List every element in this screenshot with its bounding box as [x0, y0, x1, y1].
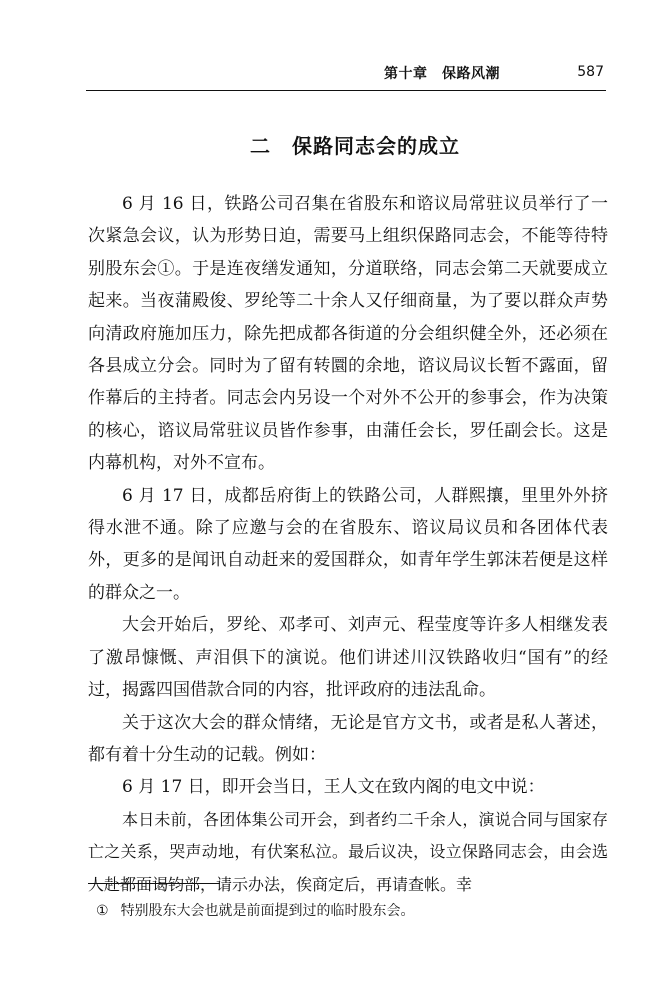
chapter-title: 第十章 保路风潮 [384, 66, 500, 82]
body-text [88, 188, 608, 901]
footnote-mark: ① [96, 903, 109, 919]
footnote-divider [88, 883, 220, 884]
paragraph: 6 月 16 日，铁路公司召集在省股东和谘议局常驻议员举行了一次紧急会议，认为形势日迫，需要马上组织保路同志会，不能等待特别股东会①。于是连夜缮发通知，分道联络，同志会第二天就要成立起来。当夜蒲殿俊、罗纶等二十余人又仔细商量，为了要以群众声势向清政府施加压力，除先把成都各街道的分会组织健全外，还必须在各县成立分会。同时为了留有转圜的余地，谘议局议长暂不露面，留作幕后的主持者。同志会内另设一个对外不公开的参事会，作为决策的核心，谘议局常驻议员皆作参事，由蒲任会长，罗任副会长。这是内幕机构，对外不宣布。 [88, 194, 608, 474]
paragraph: 大会开始后，罗纶、邓孝可、刘声元、程莹度等许多人相继发表了激昂慷慨、声泪俱下的演说。他们讲述川汉铁路收归“国有”的经过，揭露四国借款合同的内容，批评政府的违法乱命。 [88, 615, 608, 701]
paragraph: 关于这次大会的群众情绪，无论是官方文书，或者是私人著述，都有着十分生动的记载。例如： [88, 712, 608, 765]
footnote-text: 特别股东大会也就是前面提到过的临时股东会。 [120, 903, 415, 919]
running-header [86, 60, 606, 91]
paragraph: 6 月 17 日，成都岳府街上的铁路公司，人群熙攘，里里外外挤得水泄不通。除了应邀与会的在省股东、谘议局议员和各团体代表外，更多的是闻讯自动赶来的爱国群众，如青年学生郭沫若便是这样的群众之一。 [88, 485, 608, 603]
section-heading: 二 保路同志会的成立 [250, 134, 460, 158]
page-number: 587 [577, 64, 604, 80]
footnote [96, 900, 415, 920]
quoted-telegram: 本日未前，各团体集公司开会，到者约二千余人，演说合同与国家存亡之关系，哭声动地，有伏案私泣。最后议决，设立保路同志会，由会选人赴都面谒钧部，请示办法，俟商定后，再请查帐。幸 [88, 809, 608, 894]
paragraph: 6 月 17 日，即开会当日，王人文在致内阁的电文中说： [122, 777, 545, 798]
